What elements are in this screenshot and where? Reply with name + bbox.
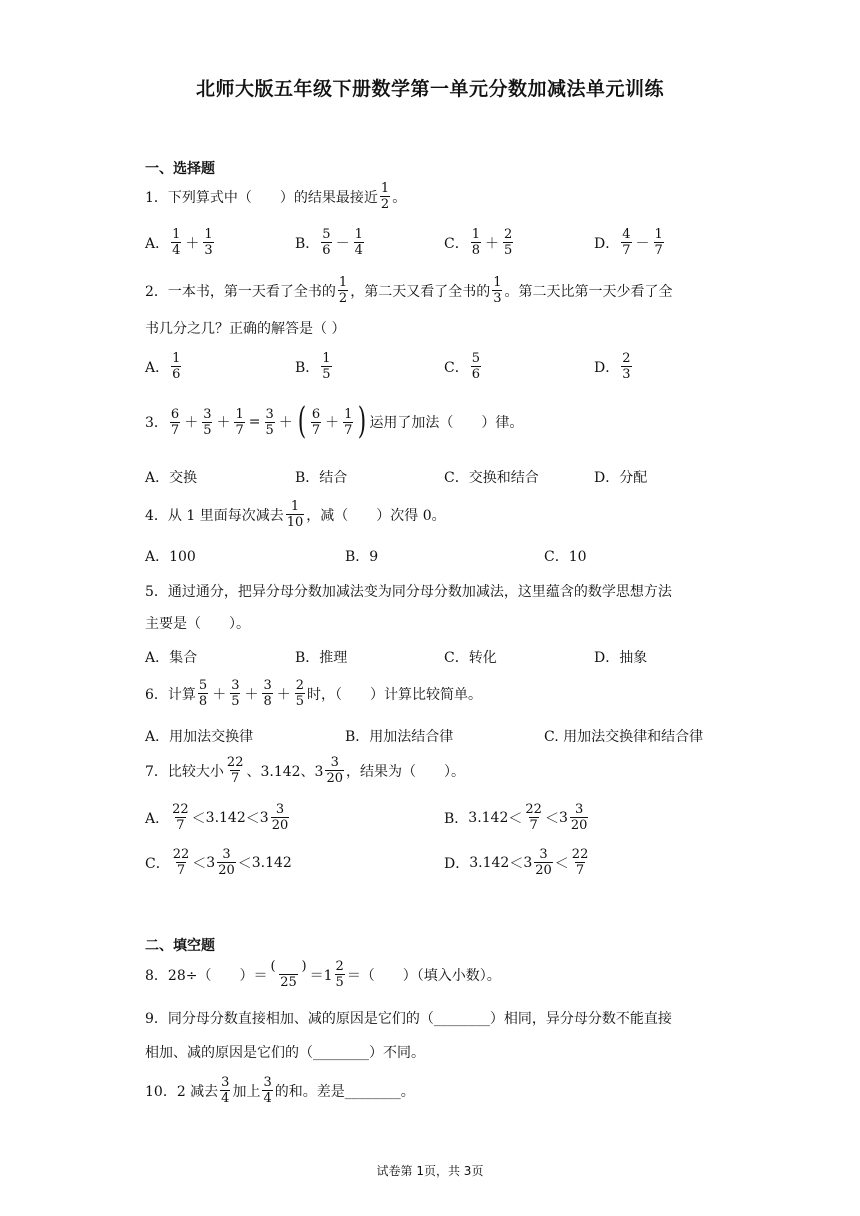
q2-option-a: A． $\frac{1}{6}$ (145, 351, 181, 382)
question-8: 8．28÷（ ）＝ $\frac{( )}{25}$ ＝1 $\frac{2}{5}$ ＝（ ）（填入小数）。 (145, 959, 501, 990)
question-2: 2．一本书，第一天看了全书的 $\frac{1}{2}$ ，第二天又看了全书的 $\frac{1}{3}$ 。第二天比第一天少看了全 (145, 275, 673, 306)
q5-option-c: C．转化 (444, 650, 497, 666)
q4-option-a: A．100 (145, 549, 196, 565)
q3-option-b: B．结合 (295, 470, 348, 486)
q1-option-d: D． $\frac{4}{7}$ － $\frac{1}{7}$ (594, 227, 663, 258)
page-footer: 试卷第 1页，共 3页 (376, 1164, 484, 1178)
question-9-line1: 9．同分母分数直接相加、减的原因是它们的（________）相同，异分母分数不能直接 (145, 1011, 672, 1027)
q2-option-d: D． $\frac{2}{3}$ (594, 351, 631, 382)
q1-option-c: C． $\frac{1}{8}$ ＋ $\frac{2}{5}$ (444, 227, 513, 258)
question-2-line2: 书几分之几？正确的解答是（ ） (145, 321, 346, 337)
q5-option-b: B．推理 (295, 650, 348, 666)
q1-option-a: A． $\frac{1}{4}$ ＋ $\frac{1}{3}$ (145, 227, 213, 258)
q6-option-a: A．用加法交换律 (145, 729, 254, 745)
question-5-line2: 主要是（ ）。 (145, 616, 250, 632)
q2-option-b: B． $\frac{1}{5}$ (295, 351, 331, 382)
q7-option-a: A． $\frac{22}{7}$ ＜ 3.142 ＜ 3 $\frac{3}{20}$ (145, 802, 289, 833)
q7-option-b: B． 3.142 ＜ $\frac{22}{7}$ ＜ 3 $\frac{3}{20}$ (444, 802, 588, 833)
q6-option-c: C. 用加法交换律和结合律 (544, 729, 704, 745)
q7-option-c: C． $\frac{22}{7}$ ＜ 3 $\frac{3}{20}$ ＜ 3.142 (145, 847, 292, 878)
question-3: 3． $\frac{6}{7}$ ＋ $\frac{3}{5}$ ＋ $\frac{1}{7}$ = $\frac{3}{5}$ ＋ ( $\frac{6}{7}$ ＋ $\frac{1}{7}$ ) 运用了加法（ ）律。 (145, 401, 524, 442)
q3-option-c: C．交换和结合 (444, 470, 539, 486)
section-choice-heading: 一、选择题 (145, 161, 215, 177)
section-fill-heading: 二、填空题 (145, 938, 215, 954)
question-9-line2: 相加、减的原因是它们的（________）不同。 (145, 1045, 425, 1061)
question-7: 7．比较大小 $\frac{22}{7}$ 、3.142、3 $\frac{3}{20}$ ，结果为（ ）。 (145, 755, 466, 786)
q4-option-b: B．9 (345, 549, 379, 565)
question-1: 1．下列算式中（ ）的结果最接近 $\frac{1}{2}$ 。 (145, 181, 407, 212)
q5-option-a: A．集合 (145, 650, 198, 666)
q1-option-b: B． $\frac{5}{6}$ － $\frac{1}{4}$ (295, 227, 363, 258)
q7-option-d: D． 3.142 ＜ 3 $\frac{3}{20}$ ＜ $\frac{22}{7}$ (444, 847, 589, 878)
q3-option-a: A．交换 (145, 470, 198, 486)
question-10: 10．2 减去 $\frac{3}{4}$ 加上 $\frac{3}{4}$ 的和。差是________。 (145, 1075, 415, 1106)
question-4: 4．从 1 里面每次减去 $\frac{1}{10}$ ，减（ ）次得 0。 (145, 499, 446, 530)
q6-option-b: B．用加法结合律 (345, 729, 454, 745)
q2-option-c: C． $\frac{5}{6}$ (444, 351, 480, 382)
q4-option-c: C．10 (544, 549, 587, 565)
q5-option-d: D．抽象 (594, 650, 648, 666)
question-6: 6．计算 $\frac{5}{8}$ ＋ $\frac{3}{5}$ ＋ $\frac{3}{8}$ ＋ $\frac{2}{5}$ 时，（ ）计算比较简单。 (145, 678, 483, 709)
page-title: 北师大版五年级下册数学第一单元分数加减法单元训练 (195, 78, 664, 100)
question-5-line1: 5．通过通分，把异分母分数加减法变为同分母分数加减法，这里蕴含的数学思想方法 (145, 584, 672, 600)
q3-option-d: D．分配 (594, 470, 648, 486)
fraction: $\frac{1}{2}$ (380, 181, 390, 212)
